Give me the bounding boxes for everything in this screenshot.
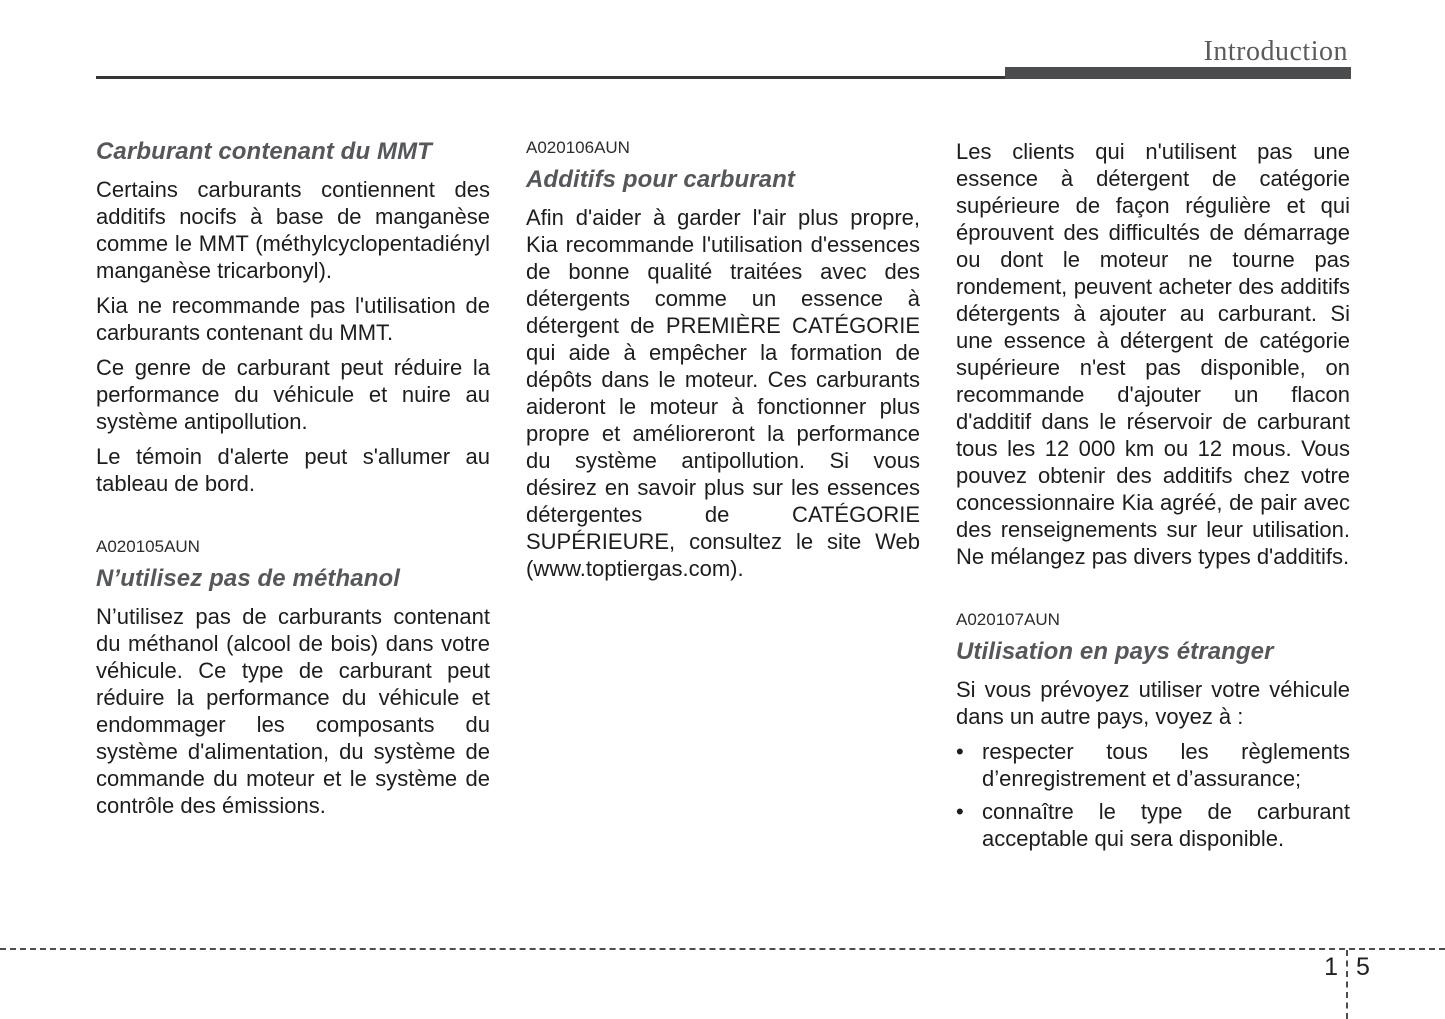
bullet-text: respecter tous les règlements d’enregistrement et d’assurance; [982,738,1350,791]
section-heading: N’utilisez pas de méthanol [96,564,400,592]
section-heading: Utilisation en pays étranger [956,638,1274,666]
section-code: A020106AUN [526,138,630,157]
bullet-icon: • [956,798,964,824]
section-methanol [96,537,490,819]
section-additifs-suite [956,138,1350,570]
paragraph: Afin d'aider à garder l'air plus propre, Kia recommande l'utilisation d'essences de bonne qualité traitées avec des détergents comme un essence à détergent de PREMIÈRE CATÉGORIE qui aide à empêcher la formation de dépôts dans le moteur. Ces carburants aideront le moteur à fonctionner plus propre et amélioreront la performance du système antipollution. Si vous désirez en savoir plus sur les essences détergentes de CATÉGORIE SUPÉRIEURE, consultez le site Web (www.toptiergas.com). [526,204,920,581]
footer-dashed-rule [0,948,1445,950]
chapter-title: Introduction [1203,36,1348,67]
header-rule-thin [96,76,1006,79]
paragraph: Certains carburants contiennent des additifs nocifs à base de manganèse comme le MMT (méthylcyclopentadiényl manganèse tricarbonyl). [96,176,490,283]
section-code: A020105AUN [96,536,200,556]
section-heading: Carburant contenant du MMT [96,138,432,165]
footer-dashed-divider [1346,950,1348,1019]
paragraph: Ce genre de carburant peut réduire la performance du véhicule et nuire au système antipollution. [96,354,490,434]
paragraph: Le témoin d'alerte peut s'allumer au tableau de bord. [96,443,490,496]
paragraph: N’utilisez pas de carburants contenant du méthanol (alcool de bois) dans votre véhicule. Ce type de carburant peut réduire la performance du véhicule et endommager les composants du système d'alimentation, du système de commande du moteur et le système de contrôle des émissions. [96,603,490,818]
section-carburant-mmt [96,138,490,497]
section-code: A020107AUN [956,610,1060,629]
section-heading: Additifs pour carburant [526,166,795,194]
paragraph: Si vous prévoyez utiliser votre véhicule dans un autre pays, voyez à : [956,676,1350,729]
section-additifs [526,138,920,582]
bullet-icon: • [956,738,964,764]
page-number-page: 5 [1356,953,1370,981]
column-1 [96,138,490,858]
bullet-item [956,798,1350,852]
header-rule-thick [1005,67,1351,79]
paragraph: Kia ne recommande pas l'utilisation de carburants contenant du MMT. [96,292,490,345]
text-columns [96,138,1350,858]
paragraph: Les clients qui n'utilisent pas une essence à détergent de catégorie supérieure de façon régulière et qui éprouvent des difficultés de démarrage ou dont le moteur ne tourne pas rondement, peuvent acheter des additifs détergents à ajouter au carburant. Si une essence à détergent de catégorie supérieure n'est pas disponible, on recommande d'ajouter un flacon d'additif dans le réservoir de carburant tous les 12 000 km ou 12 mous. Vous pouvez obtenir des additifs chez votre concessionnaire Kia agréé, de pair avec des renseignements sur leur utilisation. Ne mélangez pas divers types d'additifs. [956,139,1350,569]
column-2 [526,138,920,858]
page-number-chapter: 1 [1324,953,1338,981]
section-pays-etranger [956,610,1350,852]
bullet-item [956,738,1350,792]
bullet-text: connaître le type de carburant acceptable qui sera disponible. [982,798,1350,851]
column-3 [956,138,1350,858]
